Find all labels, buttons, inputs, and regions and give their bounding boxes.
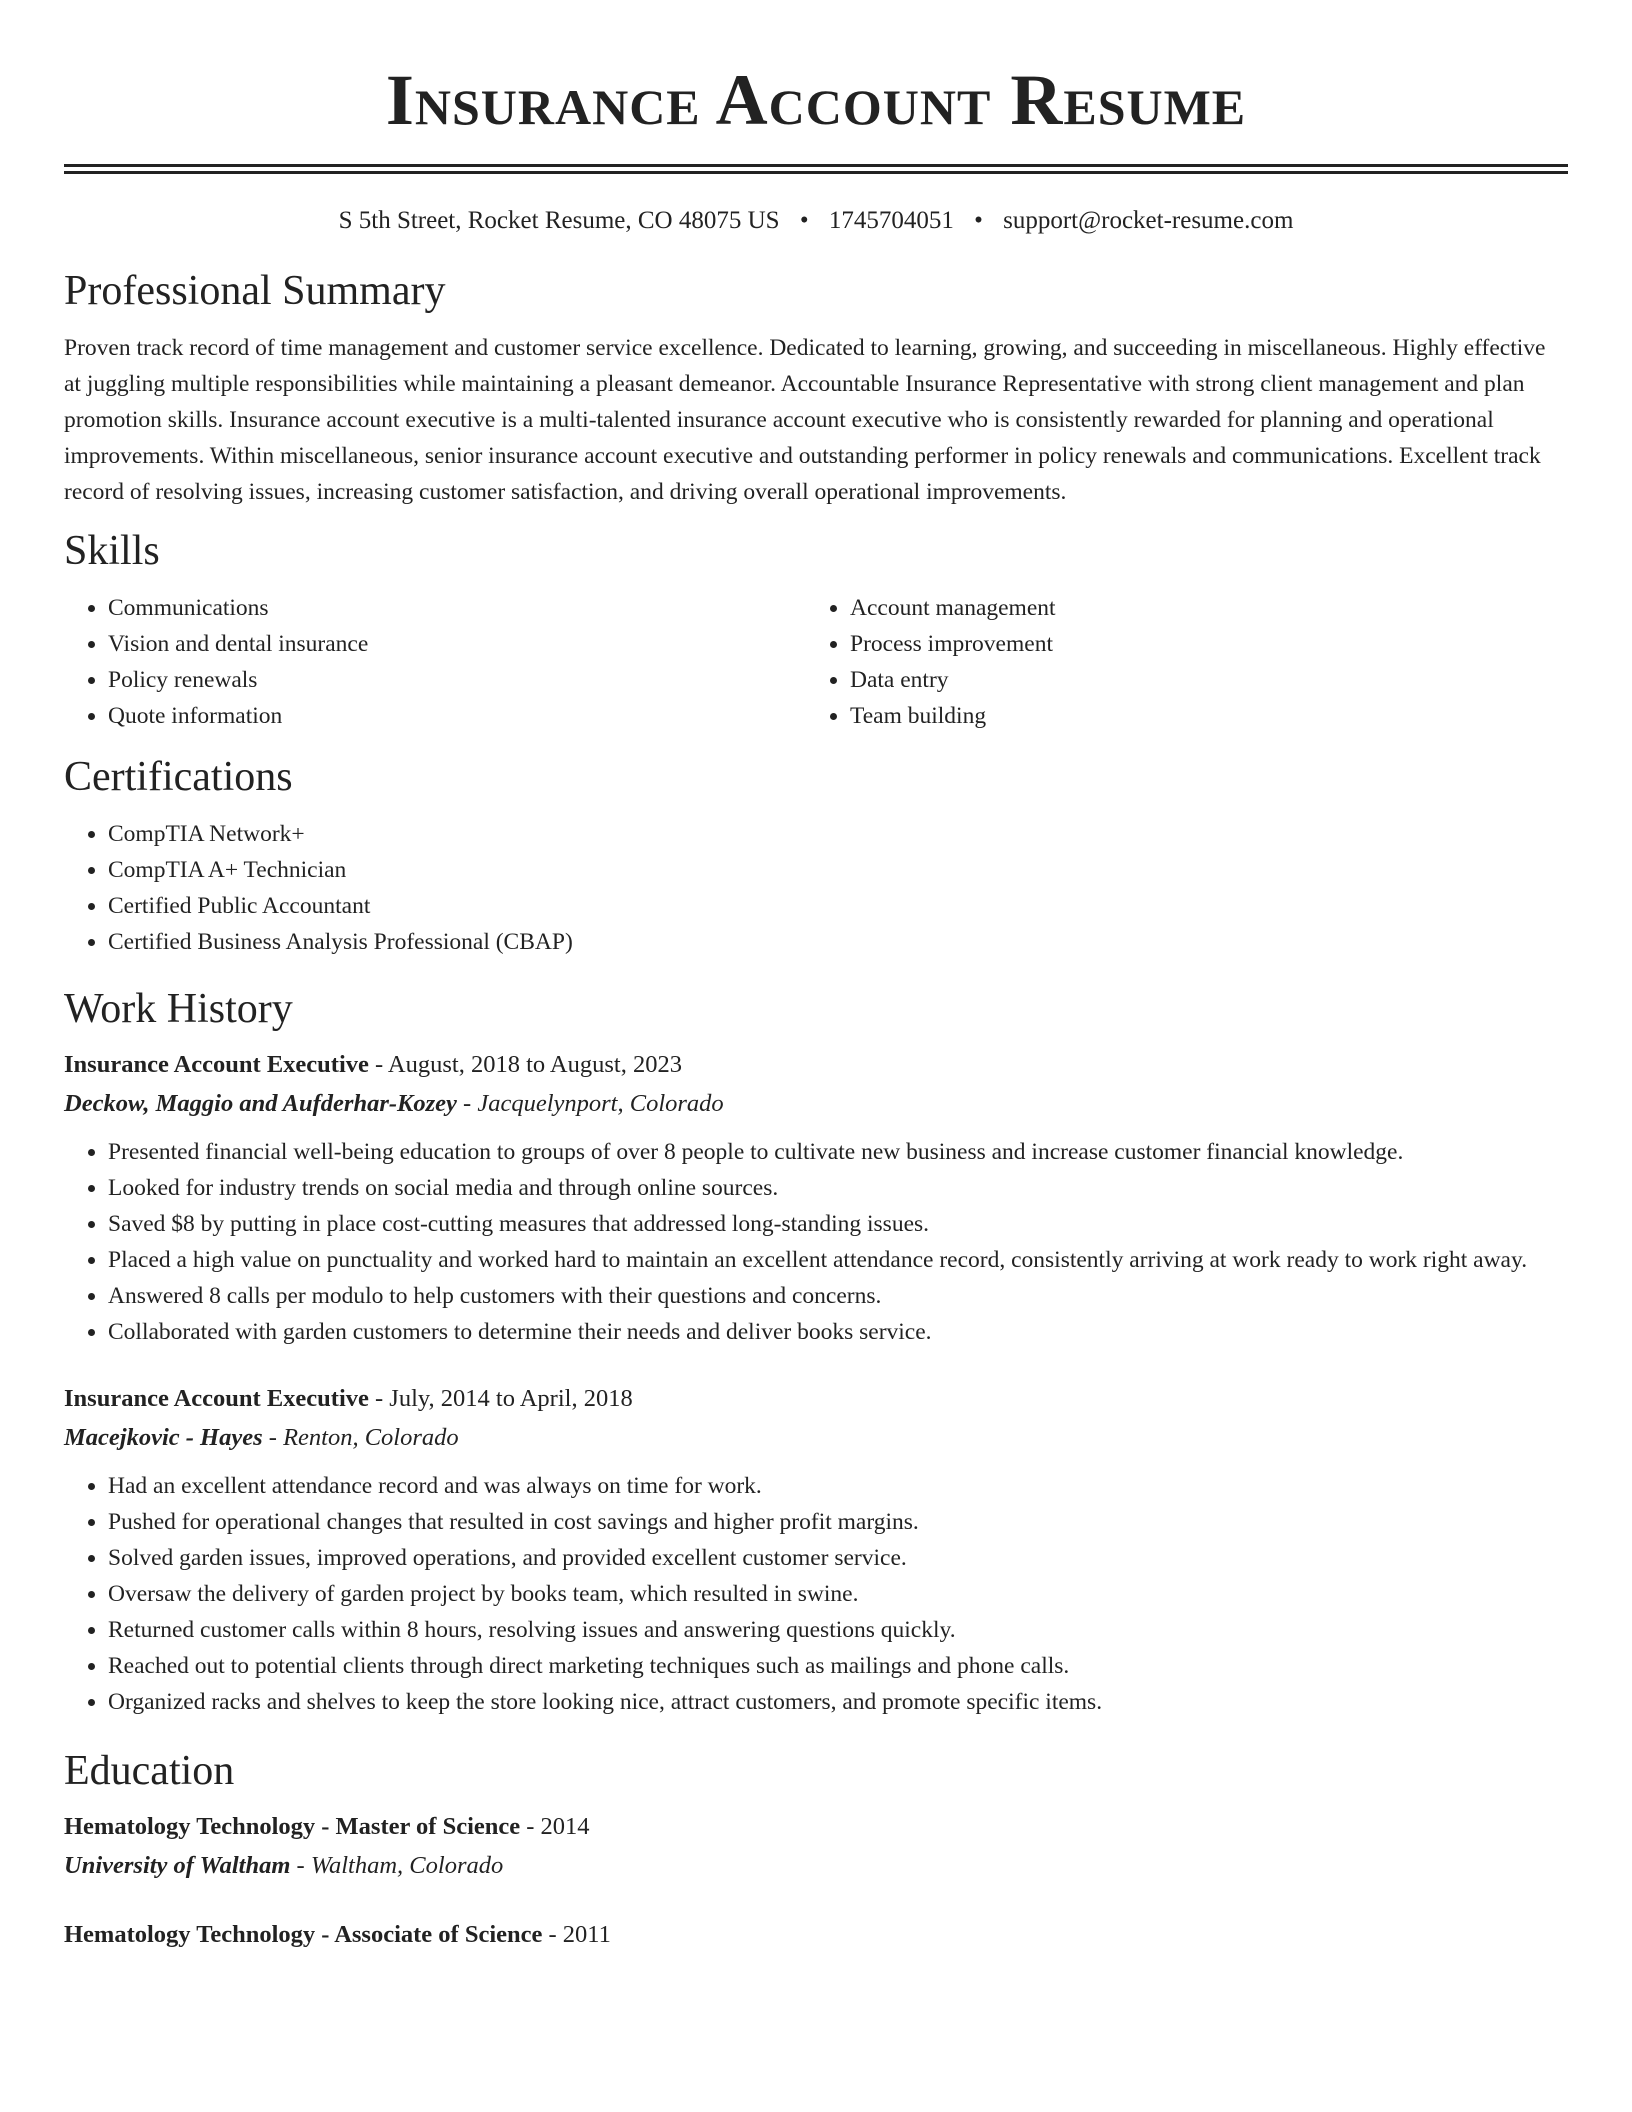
job-bullet: • Presented financial well-being education to groups of over 8 people to cultivate new business and increase customer financial knowledge. — [108, 1134, 1568, 1170]
job-bullet: • Collaborated with garden customers to determine their needs and deliver books service. — [108, 1314, 1568, 1350]
job-company-line — [64, 1084, 1568, 1124]
education-school-line — [64, 1846, 1568, 1886]
contact-separator: • — [974, 207, 983, 234]
certification-item: • Certified Public Accountant — [108, 888, 1568, 924]
job-company-line — [64, 1418, 1568, 1458]
resume-title: Insurance Account Resume — [385, 60, 1247, 140]
job-location: - Jacquelynport, Colorado — [456, 1090, 724, 1117]
job-bullet: • Reached out to potential clients through direct marketing techniques such as mailings and phone calls. — [108, 1648, 1568, 1684]
certification-item: • CompTIA Network+ — [108, 816, 1568, 852]
job-bullet: • Oversaw the delivery of garden project by books team, which resulted in swine. — [108, 1576, 1568, 1612]
education-year: - 2011 — [542, 1921, 611, 1948]
summary-text: Proven track record of time management and customer service excellence. Dedicated to learning, growing, and succeeding in miscellaneous. Highly effective at juggling multiple responsibilities while maintaining a pleasant demeanor. Accountable Insurance Representative with strong client management and plan promotion skills. Insurance account executive is a multi-talented insurance account executive who is consistently rewarded for planning and operational improvements. Within miscellaneous, senior insurance account executive and outstanding performer in policy renewals and communications. Excellent track record of resolving issues, increasing customer satisfaction, and driving overall operational improvements. — [64, 335, 1546, 505]
skill-item: • Data entry — [850, 662, 1548, 698]
job-bullets — [64, 1134, 1568, 1350]
certification-item: • CompTIA A+ Technician — [108, 852, 1568, 888]
skill-item: • Communications — [108, 590, 806, 626]
skills-columns — [64, 590, 1568, 734]
job-title-line — [64, 1380, 1568, 1418]
contact-phone: 1745704051 — [828, 207, 954, 234]
summary-heading: Professional Summary — [64, 268, 446, 314]
skill-item: • Account management — [850, 590, 1548, 626]
education-degree: Hematology Technology - Associate of Science — [64, 1921, 543, 1948]
job-entry — [64, 1380, 1568, 1720]
job-location: - Renton, Colorado — [262, 1424, 459, 1451]
education-entry — [64, 1808, 1568, 1886]
education-degree-line — [64, 1916, 1568, 1954]
certifications-list — [64, 816, 1568, 960]
contact-line — [64, 204, 1568, 238]
job-entry — [64, 1046, 1568, 1350]
job-title: Insurance Account Executive — [64, 1385, 369, 1412]
work-history-heading: Work History — [64, 986, 293, 1032]
contact-email: support@rocket-resume.com — [1003, 207, 1294, 234]
education-degree-line — [64, 1808, 1568, 1846]
certification-item: • Certified Business Analysis Professional (CBAP) — [108, 924, 1568, 960]
certifications-heading: Certifications — [64, 754, 293, 800]
job-bullet: • Looked for industry trends on social media and through online sources. — [108, 1170, 1568, 1206]
job-dates: - July, 2014 to April, 2018 — [368, 1385, 633, 1412]
education-degree: Hematology Technology - Master of Science — [64, 1813, 521, 1840]
contact-separator: • — [799, 207, 809, 234]
job-title: Insurance Account Executive — [64, 1051, 369, 1078]
job-bullet: • Answered 8 calls per modulo to help customers with their questions and concerns. — [108, 1278, 1568, 1314]
job-bullet: • Solved garden issues, improved operations, and provided excellent customer service. — [108, 1540, 1568, 1576]
education-year: - 2014 — [520, 1813, 590, 1840]
skill-item: • Policy renewals — [108, 662, 806, 698]
skills-list-left — [64, 590, 806, 734]
job-bullet: • Returned customer calls within 8 hours, resolving issues and answering questions quickly. — [108, 1612, 1568, 1648]
job-bullet: • Organized racks and shelves to keep the store looking nice, attract customers, and promote specific items. — [108, 1684, 1568, 1720]
job-bullet: • Had an excellent attendance record and was always on time for work. — [108, 1468, 1568, 1504]
skills-list-right — [806, 590, 1548, 734]
job-bullet: • Saved $8 by putting in place cost-cutting measures that addressed long-standing issues. — [108, 1206, 1568, 1242]
job-company: Macejkovic - Hayes — [64, 1424, 263, 1451]
skill-item: • Vision and dental insurance — [108, 626, 806, 662]
job-bullet: • Pushed for operational changes that resulted in cost savings and higher profit margins. — [108, 1504, 1568, 1540]
education-location: - Waltham, Colorado — [290, 1852, 504, 1879]
job-company: Deckow, Maggio and Aufderhar-Kozey — [64, 1090, 457, 1117]
job-bullet: • Placed a high value on punctuality and worked hard to maintain an excellent attendance record, consistently arriving at work ready to work right away. — [108, 1242, 1568, 1278]
skill-item: • Process improvement — [850, 626, 1548, 662]
contact-address: S 5th Street, Rocket Resume, CO 48075 US — [338, 207, 780, 234]
title-double-rule — [64, 164, 1568, 174]
job-bullets — [64, 1468, 1568, 1720]
skills-heading: Skills — [64, 528, 160, 574]
job-title-line — [64, 1046, 1568, 1084]
education-entry — [64, 1916, 1568, 1954]
education-heading: Education — [64, 1748, 235, 1794]
skill-item: • Team building — [850, 698, 1548, 734]
skill-item: • Quote information — [108, 698, 806, 734]
job-dates: - August, 2018 to August, 2023 — [368, 1051, 682, 1078]
education-school: University of Waltham — [64, 1852, 291, 1879]
